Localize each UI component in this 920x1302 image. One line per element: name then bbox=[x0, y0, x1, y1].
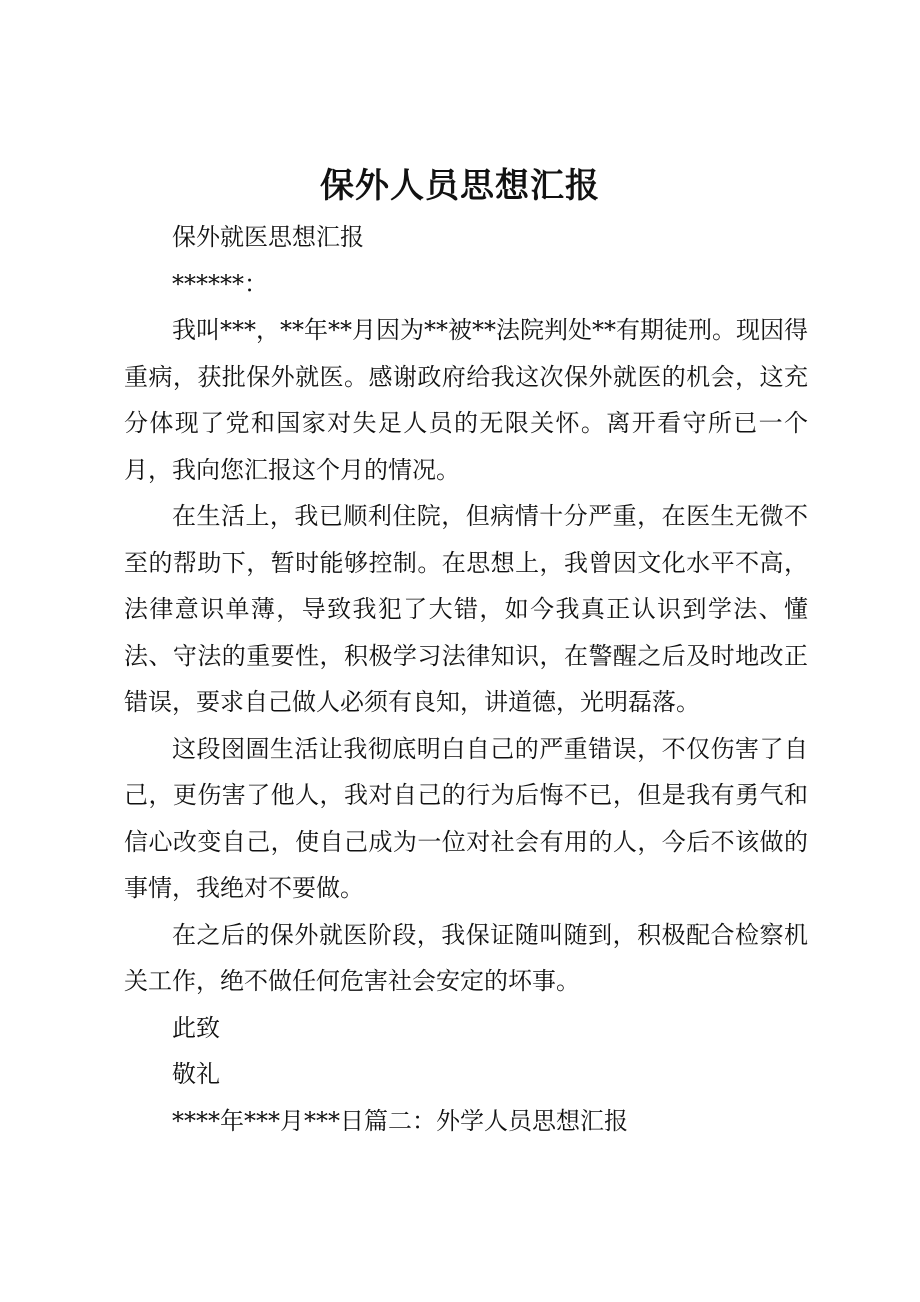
closing-jingli: 敬礼 bbox=[172, 1060, 220, 1088]
salutation-line: ******： bbox=[172, 269, 268, 298]
paragraph-intro: 我叫***，**年**月因为**被**法院判处**有期徒刑。现因得重病，获批保外就医。感谢政府给我这次保外就医的机会，这充分体现了党和国家对失足人员的无限关怀。离开看守所已一个月，我向您汇报这个月的情况。 bbox=[124, 316, 808, 484]
closing-cizhi: 此致 bbox=[172, 1013, 220, 1042]
paragraph-life-and-thought: 在生活上，我已顺利住院，但病情十分严重，在医生无微不至的帮助下，暂时能够控制。在思想上，我曾因文化水平不高，法律意识单薄，导致我犯了大错，如今我真正认识到学法、懂法、守法的重要性，积极学习法律知识，在警醒之后及时地改正错误，要求自己做人必须有良知，讲道德，光明磊落。 bbox=[124, 502, 808, 716]
document-body bbox=[124, 214, 808, 1144]
subtitle-line: 保外就医思想汇报 bbox=[172, 223, 364, 251]
paragraph-commitment: 在之后的保外就医阶段，我保证随叫随到，积极配合检察机关工作，绝不做任何危害社会安定的坏事。 bbox=[124, 920, 808, 995]
date-line: ****年***月***日篇二：外学人员思想汇报 bbox=[172, 1106, 628, 1135]
document-title: 保外人员思想汇报 bbox=[320, 166, 600, 206]
paragraph-reflection: 这段囹圄生活让我彻底明白自己的严重错误，不仅伤害了自己，更伤害了他人，我对自己的行为后悔不已，但是我有勇气和信心改变自己，使自己成为一位对社会有用的人，今后不该做的事情，我绝对不要做。 bbox=[124, 734, 808, 902]
